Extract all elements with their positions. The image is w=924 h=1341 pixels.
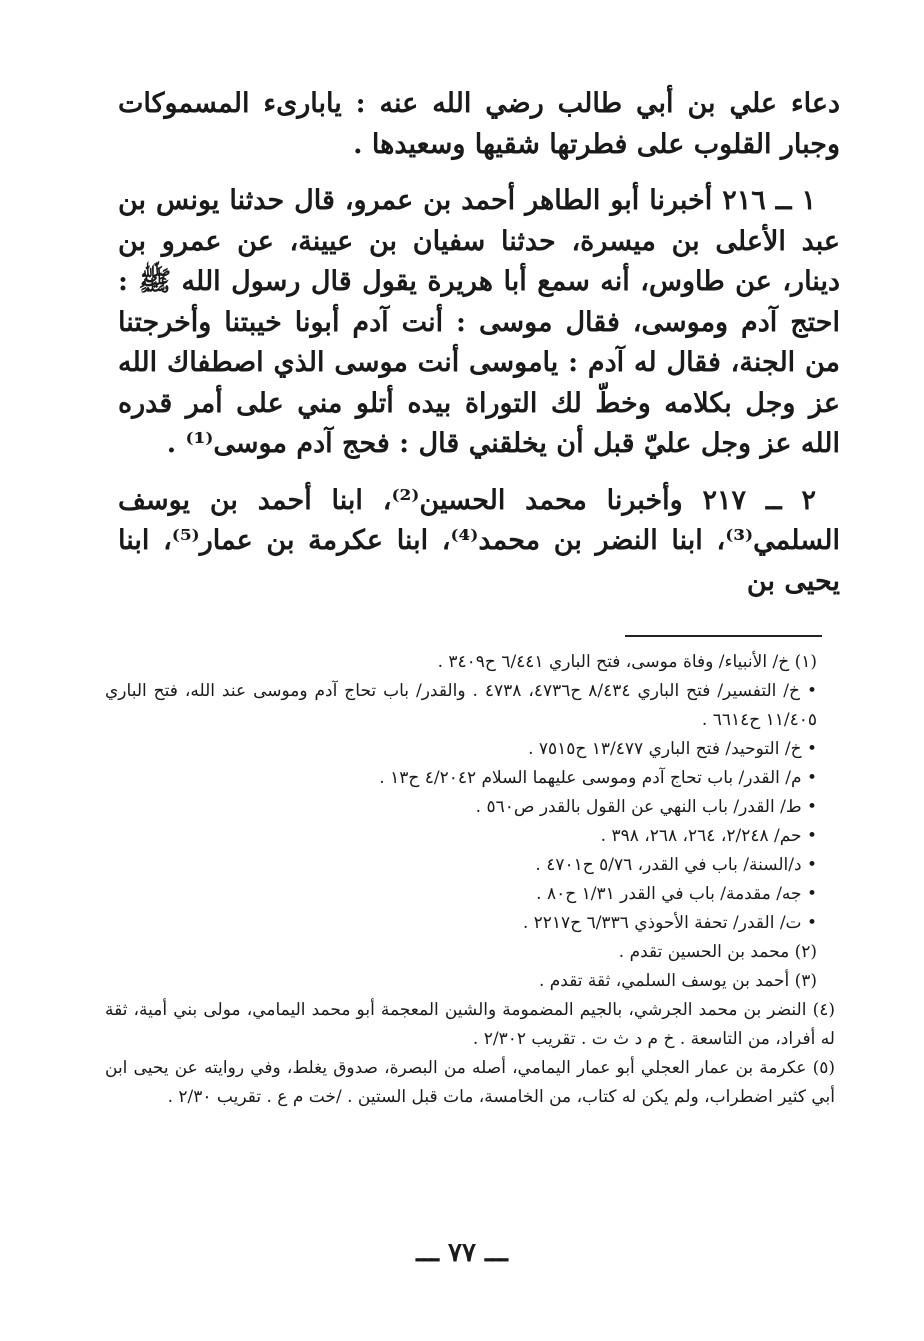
footnote-1-ref: • خ/ التوحيد/ فتح الباري ١٣/٤٧٧ ح٧٥١٥ . bbox=[528, 739, 817, 759]
hadith-217-paragraph: ٢ ــ ٢١٧ وأخبرنا محمد الحسين⁽²⁾، ابنا أحمد بن يوسف السلمي⁽³⁾، ابنا النضر بن محمد⁽⁴⁾، ابنا عكرمة بن عمار⁽⁵⁾، ابنا يحيى بن bbox=[118, 484, 841, 597]
footnote-1-ref: • جه/ مقدمة/ باب في القدر ١/٣١ ح٨٠ . bbox=[536, 884, 817, 904]
footnote-1-ref: • ت/ القدر/ تحفة الأحوذي ٦/٣٣٦ ح٢٢١٧ . bbox=[522, 913, 817, 933]
footnote-1: (١) خ/ الأنبياء/ وفاة موسى، فتح الباري ٦/٤٤١ ح٣٤٠٩ . bbox=[437, 652, 817, 672]
prayer-paragraph: دعاء علي بن أبي طالب رضي الله عنه : يابارىء المسموكات وجبار القلوب على فطرتها شقيها وسعيدها . bbox=[118, 88, 840, 160]
page-number: ـــ ٧٧ ـــ bbox=[416, 1238, 508, 1268]
footnote-1-ref: • ط/ القدر/ باب النهي عن القول بالقدر ص٥٦٠ . bbox=[475, 797, 817, 817]
footnote-2: (٢) محمد بن الحسين تقدم . bbox=[618, 942, 817, 962]
footnote-1-ref: • خ/ التفسير/ فتح الباري ٨/٤٣٤ ح٤٧٣٦، ٤٧٣٨ . والقدر/ باب تحاج آدم وموسى عند الله، فتح الباري ١١/٤٠٥ ح٦٦١٤ . bbox=[105, 681, 817, 730]
footnote-1-ref: • د/السنة/ باب في القدر، ٥/٧٦ ح٤٧٠١ . bbox=[535, 855, 817, 875]
main-text bbox=[118, 84, 840, 618]
hadith-216-paragraph: ١ ــ ٢١٦ أخبرنا أبو الطاهر أحمد بن عمرو، قال حدثنا يونس بن عبد الأعلى بن ميسرة، حدثنا سفيان بن عيينة، عن عمرو بن دينار، عن طاوس، أنه سمع أبا هريرة يقول قال رسول الله ﷺ : احتج آدم وموسى، فقال موسى : أنت آدم أبونا خيبتنا وأخرجتنا من الجنة، فقال له آدم : ياموسى أنت موسى الذي اصطفاك الله عز وجل بكلامه وخطّ لك التوراة بيده أتلو مني على أمر قدره الله عز وجل عليّ قبل أن يخلقني قال : فحج آدم موسى⁽¹⁾ . bbox=[118, 185, 840, 459]
footnote-1-ref: • م/ القدر/ باب تحاج آدم وموسى عليهما السلام ٤/٢٠٤٢ ح١٣ . bbox=[379, 768, 817, 788]
footnote-4: (٤) النضر بن محمد الجرشي، بالجيم المضمومة والشين المعجمة أبو محمد اليمامي، مولى بني أمية، ثقة له أفراد، من التاسعة . خ م د ث ت . تقريب ٢/٣٠٢ . bbox=[105, 1000, 835, 1049]
footnote-divider bbox=[625, 635, 822, 637]
footnote-1-ref: • حم/ ٢/٢٤٨، ٢٦٤، ٢٦٨، ٣٩٨ . bbox=[600, 826, 817, 846]
footnote-3: (٣) أحمد بن يوسف السلمي، ثقة تقدم . bbox=[538, 971, 817, 991]
footnote-5: (٥) عكرمة بن عمار العجلي أبو عمار اليمامي، أصله من البصرة، صدوق يغلط، وفي روايته عن يحيى ابن أبي كثير اضطراب، ولم يكن له كتاب، من الخامسة، مات قبل الستين . /خت م ع . تقريب ٢/٣٠ . bbox=[105, 1058, 835, 1107]
footnotes bbox=[105, 648, 835, 1112]
